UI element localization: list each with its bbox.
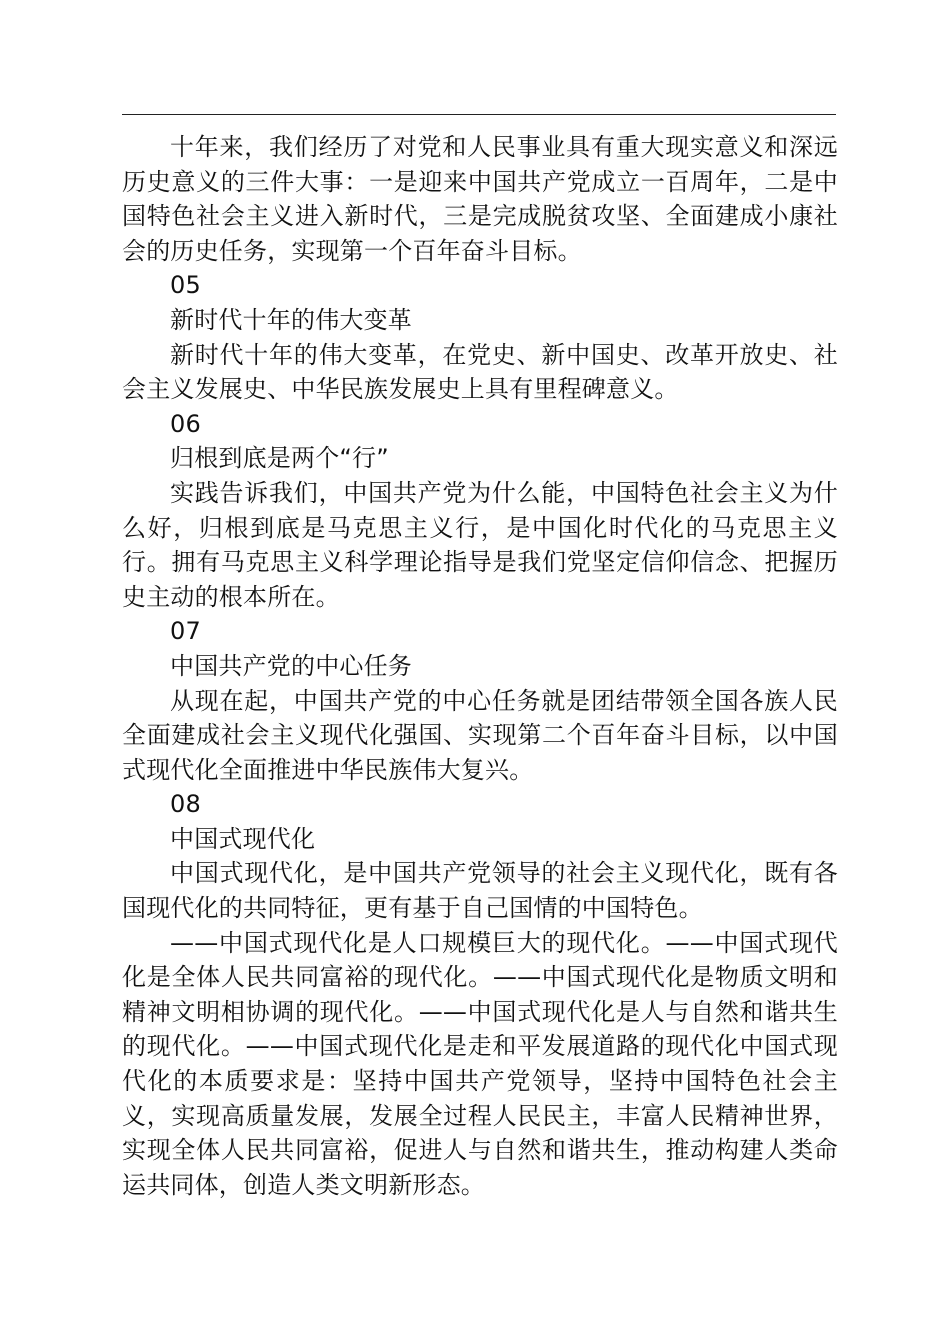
section-number-06: 06 [170, 409, 201, 438]
paragraph-three-major-events: 十年来，我们经历了对党和人民事业具有重大现实意义和深远历史意义的三件大事：一是迎来中国共产党成立一百周年，二是中国特色社会主义进入新时代，三是完成脱贫攻坚、全面建成小康社会的历史任务，实现第一个百年奋斗目标。 [122, 133, 838, 265]
section-number-08: 08 [170, 790, 201, 819]
section-number-05: 05 [170, 271, 201, 300]
paragraph-section-05: 新时代十年的伟大变革，在党史、新中国史、改革开放史、社会主义发展史、中华民族发展史上具有里程碑意义。 [122, 340, 838, 404]
paragraph-section-06: 实践告诉我们，中国共产党为什么能，中国特色社会主义为什么好，归根到底是马克思主义行，是中国化时代化的马克思主义行。拥有马克思主义科学理论指导是我们党坚定信仰信念、把握历史主动的根本所在。 [122, 478, 838, 611]
section-heading-08: 中国式现代化 [170, 824, 316, 853]
section-heading-06: 归根到底是两个“行” [170, 444, 389, 473]
section-heading-05: 新时代十年的伟大变革 [170, 305, 412, 334]
section-heading-07: 中国共产党的中心任务 [170, 651, 412, 680]
paragraph-section-08: 中国式现代化，是中国共产党领导的社会主义现代化，既有各国现代化的共同特征，更有基于自己国情的中国特色。 [122, 859, 838, 923]
paragraph-section-07: 从现在起，中国共产党的中心任务就是团结带领全国各族人民全面建成社会主义现代化强国、实现第二个百年奋斗目标，以中国式现代化全面推进中华民族伟大复兴。 [122, 686, 838, 784]
paragraph-modernization-features: ——中国式现代化是人口规模巨大的现代化。——中国式现代化是全体人民共同富裕的现代化。——中国式现代化是物质文明和精神文明相协调的现代化。——中国式现代化是人与自然和谐共生的现代化。——中国式现代化是走和平发展道路的现代化中国式现代化的本质要求是：坚持中国共产党领导，坚持中国特色社会主义，实现高质量发展，发展全过程人民民主，丰富人民精神世界，实现全体人民共同富裕，促进人与自然和谐共生，推动构建人类命运共同体，创造人类文明新形态。 [122, 928, 838, 1199]
document-body [122, 130, 838, 1202]
header-divider [122, 114, 836, 115]
section-number-07: 07 [170, 617, 201, 646]
